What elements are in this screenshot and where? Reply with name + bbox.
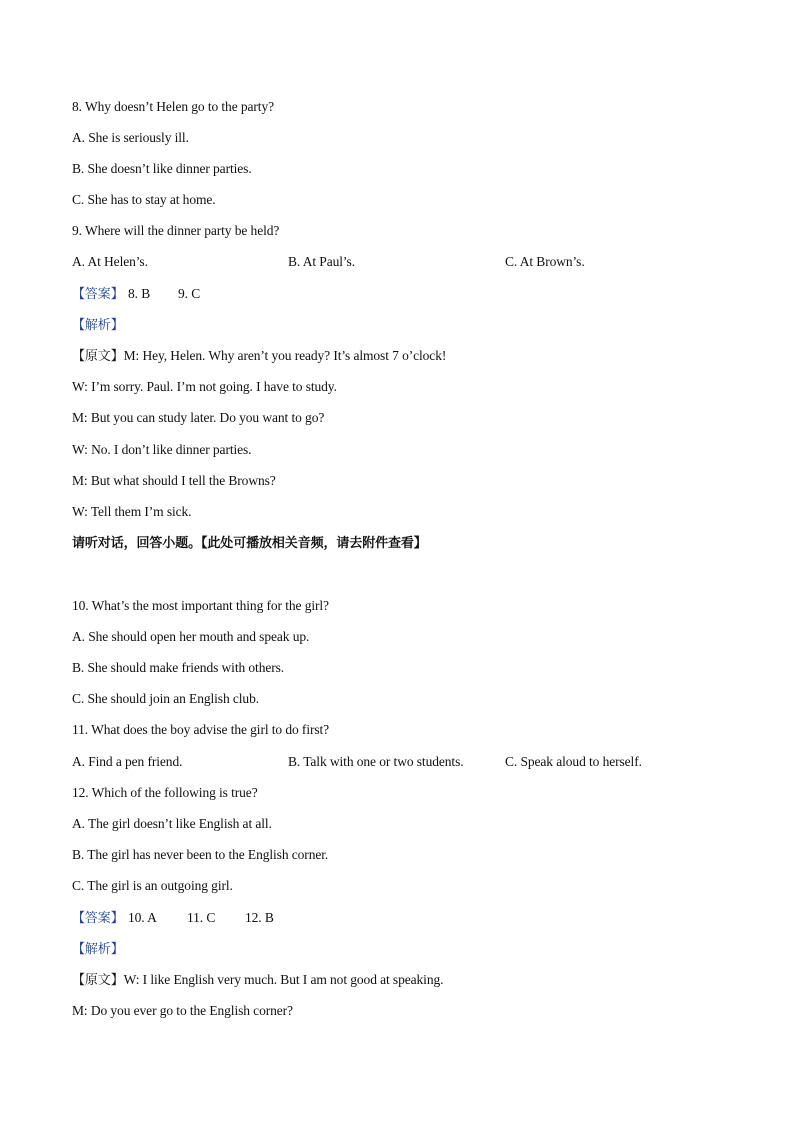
answer-12: 12. B — [245, 910, 274, 925]
analysis-tag-2: 【解析】 — [72, 942, 124, 957]
answer-11: 11. C — [187, 910, 216, 925]
question-8-option-b: B. She doesn’t like dinner parties. — [72, 161, 252, 176]
transcript-1-line-1: 【原文】M: Hey, Helen. Why aren’t you ready? It’s almost 7 o’clock! — [72, 348, 447, 364]
question-11-stem: 11. What does the boy advise the girl to do first? — [72, 722, 330, 737]
question-10-option-c: C. She should join an English club. — [72, 691, 259, 706]
question-12-option-b: B. The girl has never been to the English corner. — [72, 847, 329, 862]
transcript-1-line-3: M: But you can study later. Do you want to go? — [72, 410, 325, 425]
question-8-stem: 8. Why doesn’t Helen go to the party? — [72, 99, 275, 114]
question-11-option-c: C. Speak aloud to herself. — [505, 754, 642, 769]
answer-tag: 【答案】 — [72, 911, 124, 926]
answer-8: 8. B — [128, 286, 151, 301]
question-10-option-a: A. She should open her mouth and speak up. — [72, 629, 310, 644]
answer-9: 9. C — [178, 286, 201, 301]
transcript-2-line-2: M: Do you ever go to the English corner? — [72, 1003, 293, 1018]
question-11-option-a: A. Find a pen friend. — [72, 754, 183, 769]
analysis-tag-1: 【解析】 — [72, 318, 124, 333]
question-10-stem: 10. What’s the most important thing for the girl? — [72, 598, 329, 613]
question-8-option-c: C. She has to stay at home. — [72, 192, 216, 207]
transcript-1-line-5: M: But what should I tell the Browns? — [72, 473, 276, 488]
question-12-option-c: C. The girl is an outgoing girl. — [72, 878, 233, 893]
transcript-1-line-4: W: No. I don’t like dinner parties. — [72, 442, 252, 457]
answer-10: 10. A — [128, 910, 157, 925]
question-11-option-b: B. Talk with one or two students. — [288, 754, 464, 769]
question-10-option-b: B. She should make friends with others. — [72, 660, 285, 675]
question-9-option-b: B. At Paul’s. — [288, 254, 355, 269]
question-11-options — [72, 752, 722, 772]
question-9-options — [72, 252, 722, 272]
answer-line-2 — [72, 908, 372, 928]
question-8-option-a: A. She is seriously ill. — [72, 130, 189, 145]
transcript-1-line-6: W: Tell them I’m sick. — [72, 504, 192, 519]
question-9-stem: 9. Where will the dinner party be held? — [72, 223, 280, 238]
transcript-tag: 【原文】 — [72, 973, 124, 988]
question-12-option-a: A. The girl doesn’t like English at all. — [72, 816, 272, 831]
answer-line-1 — [72, 284, 372, 304]
question-9-option-a: A. At Helen’s. — [72, 254, 148, 269]
question-12-stem: 12. Which of the following is true? — [72, 785, 258, 800]
transcript-1-line-2: W: I’m sorry. Paul. I’m not going. I have to study. — [72, 379, 337, 394]
answer-tag: 【答案】 — [72, 287, 124, 302]
question-9-option-c: C. At Brown’s. — [505, 254, 585, 269]
transcript-2-line-1: 【原文】W: I like English very much. But I am not good at speaking. — [72, 972, 444, 988]
transcript-tag: 【原文】 — [72, 349, 124, 364]
listening-instruction: 请听对话，回答小题。【此处可播放相关音频，请去附件查看】 — [72, 536, 427, 551]
